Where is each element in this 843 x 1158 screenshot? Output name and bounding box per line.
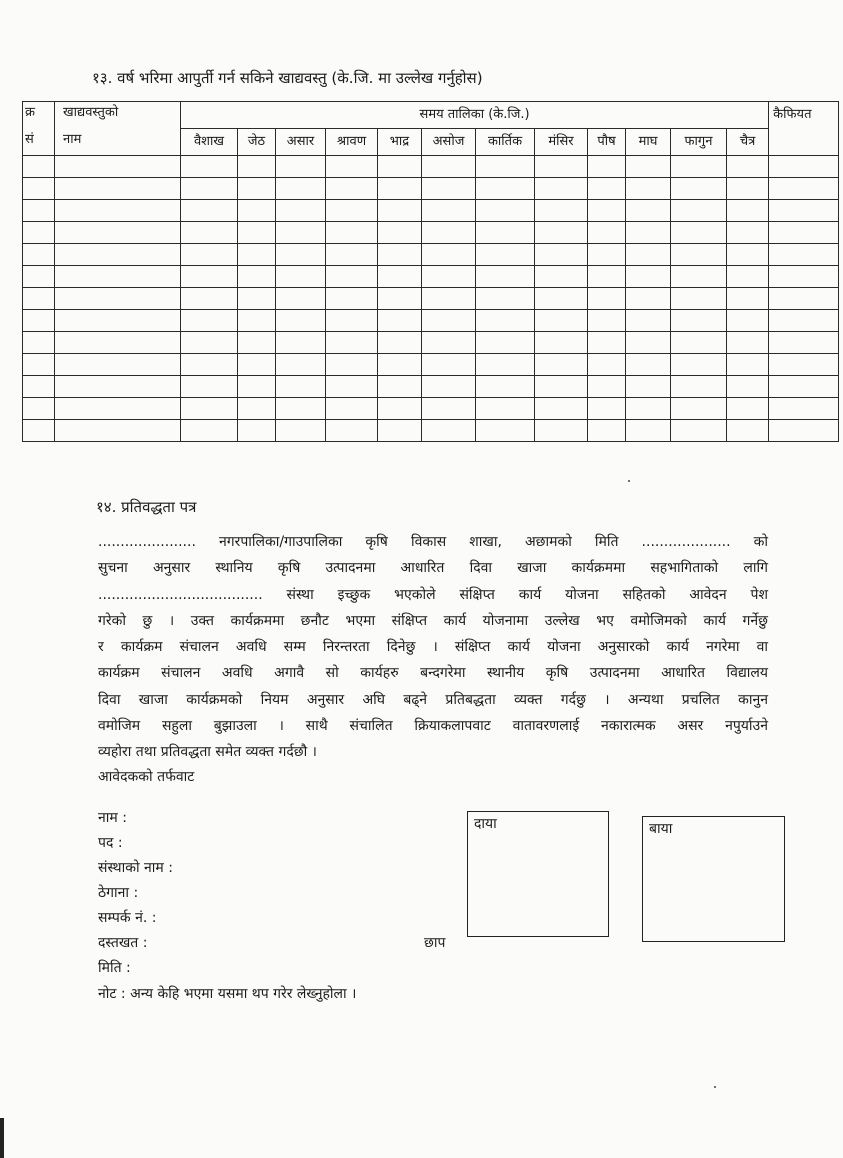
table-cell [671, 178, 727, 200]
table-cell [181, 244, 238, 266]
right-thumbprint-label: दाया [474, 816, 497, 832]
table-cell [181, 354, 238, 376]
table-cell [326, 354, 378, 376]
table-cell [769, 310, 839, 332]
table-cell [476, 178, 535, 200]
commitment-line: ...................... नगरपालिका/गाउपालिका कृषि विकास शाखा, अछामको मिति .................... को [98, 534, 768, 550]
table-cell [238, 332, 276, 354]
commitment-line: ..................................... संस्था इच्छुक भएकोले संक्षिप्त कार्य योजना सहितको आवेदन पेश [98, 586, 768, 603]
commitment-paragraph [98, 529, 768, 766]
signature-field: दस्तखत : [98, 935, 148, 951]
table-cell [727, 200, 769, 222]
table-cell [422, 420, 476, 442]
table-cell [626, 354, 671, 376]
table-cell [181, 178, 238, 200]
table-cell [727, 310, 769, 332]
commitment-line: वमोजिम सहुला बुझाउला । साथै संचालित क्रियाकलापवाट वातावरणलाई नकारात्मक असर नपुर्याउने [98, 718, 768, 735]
name-field: नाम : [98, 810, 127, 826]
table-cell [181, 222, 238, 244]
table-cell [769, 354, 839, 376]
table-cell [181, 420, 238, 442]
table-cell [23, 354, 55, 376]
table-row [23, 332, 839, 354]
table-cell [378, 222, 422, 244]
table-cell [727, 222, 769, 244]
table-cell [535, 200, 588, 222]
month-header: फागुन [671, 129, 727, 156]
month-header: चैत्र [727, 129, 769, 156]
table-cell [588, 288, 626, 310]
table-cell [276, 376, 326, 398]
table-cell [23, 178, 55, 200]
table-cell [626, 178, 671, 200]
table-cell [326, 244, 378, 266]
table-cell [326, 178, 378, 200]
table-cell [476, 398, 535, 420]
table-cell [181, 288, 238, 310]
table-cell [476, 266, 535, 288]
table-cell [727, 332, 769, 354]
col-sn-header-bottom: सं [23, 129, 55, 156]
table-row [23, 222, 839, 244]
table-cell [588, 354, 626, 376]
table-cell [671, 376, 727, 398]
table-cell [422, 398, 476, 420]
table-cell [476, 420, 535, 442]
table-cell [476, 354, 535, 376]
table-cell [276, 398, 326, 420]
commitment-line: गरेको छु । उक्त कार्यक्रममा छनौट भएमा संक्षिप्त कार्य योजनामा उल्लेख भए वमोजिमको कार्य गर्नेछु [98, 612, 768, 629]
table-cell [535, 222, 588, 244]
stamp-label: छाप [424, 935, 446, 951]
table-cell [378, 156, 422, 178]
table-cell [181, 156, 238, 178]
table-cell [422, 244, 476, 266]
month-header: वैशाख [181, 129, 238, 156]
table-cell [588, 200, 626, 222]
table-cell [55, 398, 181, 420]
table-cell [535, 244, 588, 266]
remarks-header: कैफियत [769, 102, 839, 129]
table-cell [238, 266, 276, 288]
table-cell [422, 332, 476, 354]
table-cell [769, 288, 839, 310]
table-cell [378, 244, 422, 266]
table-cell [326, 222, 378, 244]
table-cell [55, 376, 181, 398]
table-cell [588, 376, 626, 398]
table-cell [588, 156, 626, 178]
table-cell [671, 398, 727, 420]
table-cell [326, 398, 378, 420]
table-cell [727, 420, 769, 442]
post-field: पद : [98, 835, 123, 851]
table-cell [55, 244, 181, 266]
section-14-title: १४. प्रतिवद्धता पत्र [96, 498, 197, 516]
table-cell [238, 244, 276, 266]
table-cell [23, 420, 55, 442]
table-cell [727, 398, 769, 420]
month-header: पौष [588, 129, 626, 156]
table-cell [378, 200, 422, 222]
table-cell [55, 332, 181, 354]
month-header: असोज [422, 129, 476, 156]
table-cell [55, 156, 181, 178]
table-cell [23, 156, 55, 178]
table-cell [23, 310, 55, 332]
table-cell [769, 156, 839, 178]
table-cell [23, 332, 55, 354]
table-cell [378, 178, 422, 200]
table-cell [535, 354, 588, 376]
table-cell [671, 288, 727, 310]
table-cell [422, 200, 476, 222]
table-cell [727, 244, 769, 266]
table-cell [626, 222, 671, 244]
table-cell [535, 178, 588, 200]
table-cell [276, 288, 326, 310]
table-cell [276, 332, 326, 354]
table-cell [626, 266, 671, 288]
table-cell [55, 178, 181, 200]
table-cell [276, 420, 326, 442]
table-cell [769, 332, 839, 354]
month-header: माघ [626, 129, 671, 156]
table-cell [671, 354, 727, 376]
table-cell [476, 156, 535, 178]
table-cell [238, 354, 276, 376]
table-cell [422, 222, 476, 244]
table-cell [238, 156, 276, 178]
table-cell [378, 354, 422, 376]
table-cell [326, 266, 378, 288]
table-cell [422, 178, 476, 200]
table-row [23, 354, 839, 376]
table-row [23, 376, 839, 398]
table-cell [422, 354, 476, 376]
scan-speck [628, 480, 630, 482]
table-cell [181, 200, 238, 222]
commitment-line: दिवा खाजा कार्यक्रमको नियम अनुसार अघि बढ्ने प्रतिबद्धता व्यक्त गर्दछु । अन्यथा प्रचलित कानुन [98, 691, 768, 708]
address-field: ठेगाना : [98, 885, 139, 901]
table-cell [23, 288, 55, 310]
table-cell [626, 420, 671, 442]
table-cell [671, 200, 727, 222]
left-thumbprint-box [642, 816, 785, 942]
table-cell [476, 376, 535, 398]
table-cell [535, 288, 588, 310]
table-cell [535, 398, 588, 420]
table-cell [326, 200, 378, 222]
table-cell [727, 266, 769, 288]
table-cell [326, 376, 378, 398]
food-supply-table [22, 101, 839, 442]
table-cell [476, 310, 535, 332]
table-cell [238, 310, 276, 332]
month-header: कार्तिक [476, 129, 535, 156]
table-cell [276, 354, 326, 376]
remarks-cell-header [769, 129, 839, 156]
table-cell [476, 200, 535, 222]
table-cell [55, 266, 181, 288]
table-cell [181, 398, 238, 420]
table-cell [238, 178, 276, 200]
table-cell [769, 376, 839, 398]
commitment-line: कार्यक्रम संचालन अवधि अगावै सो कार्यहरु बन्दगरेमा स्थानीय कृषि उत्पादनमा आधारित विद्यालय [98, 665, 768, 682]
left-thumbprint-label: बाया [649, 821, 673, 837]
section-13-title: १३. वर्ष भरिमा आपुर्ती गर्न सकिने खाद्यवस्तु (के.जि. मा उल्लेख गर्नुहोस) [92, 69, 483, 87]
contact-field: सम्पर्क नं. : [98, 910, 157, 926]
applicant-heading: आवेदकको तर्फवाट [98, 769, 195, 785]
table-cell [727, 178, 769, 200]
table-body [23, 156, 839, 442]
table-cell [23, 244, 55, 266]
table-cell [378, 376, 422, 398]
note-text: नोट : अन्य केहि भएमा यसमा थप गरेर लेख्नुहोला । [98, 986, 357, 1002]
date-field: मिति : [98, 960, 131, 976]
table-cell [181, 376, 238, 398]
table-cell [378, 332, 422, 354]
table-cell [378, 420, 422, 442]
table-cell [727, 376, 769, 398]
table-cell [588, 332, 626, 354]
table-row [23, 288, 839, 310]
table-cell [671, 332, 727, 354]
col-sn-header-top: क्र [23, 102, 55, 129]
table-cell [588, 244, 626, 266]
table-cell [476, 244, 535, 266]
month-header: भाद्र [378, 129, 422, 156]
table-cell [626, 376, 671, 398]
table-header-row-2 [23, 129, 839, 156]
table-header-row-1 [23, 102, 839, 129]
table-cell [626, 244, 671, 266]
table-cell [769, 178, 839, 200]
table-cell [588, 310, 626, 332]
table-cell [23, 376, 55, 398]
table-cell [535, 332, 588, 354]
table-cell [476, 222, 535, 244]
table-row [23, 156, 839, 178]
table-cell [238, 398, 276, 420]
table-cell [181, 266, 238, 288]
table-cell [588, 266, 626, 288]
table-cell [535, 156, 588, 178]
table-cell [378, 288, 422, 310]
month-header: श्रावण [326, 129, 378, 156]
table-cell [422, 376, 476, 398]
table-row [23, 178, 839, 200]
scan-edge-mark [0, 1118, 4, 1158]
table-cell [238, 200, 276, 222]
table-row [23, 420, 839, 442]
table-row [23, 244, 839, 266]
table-cell [378, 310, 422, 332]
table-cell [626, 156, 671, 178]
table-cell [422, 156, 476, 178]
table-cell [238, 222, 276, 244]
table-cell [476, 332, 535, 354]
table-row [23, 266, 839, 288]
table-cell [476, 288, 535, 310]
table-cell [55, 420, 181, 442]
table-cell [181, 310, 238, 332]
table-cell [727, 156, 769, 178]
table-cell [23, 200, 55, 222]
month-header: मंसिर [535, 129, 588, 156]
table-cell [326, 310, 378, 332]
table-cell [626, 288, 671, 310]
table-cell [55, 222, 181, 244]
table-cell [276, 222, 326, 244]
table-row [23, 200, 839, 222]
table-cell [238, 376, 276, 398]
scan-speck [714, 1086, 716, 1088]
table-cell [238, 420, 276, 442]
table-cell [535, 376, 588, 398]
table-cell [626, 310, 671, 332]
table-cell [588, 398, 626, 420]
table-cell [588, 420, 626, 442]
table-cell [276, 200, 326, 222]
month-header: जेठ [238, 129, 276, 156]
table-cell [326, 156, 378, 178]
table-cell [671, 244, 727, 266]
table-cell [535, 310, 588, 332]
table-cell [535, 420, 588, 442]
col-item-header-top: खाद्यवस्तुको [55, 102, 181, 129]
table-cell [276, 310, 326, 332]
schedule-header: समय तालिका (के.जि.) [181, 102, 769, 129]
month-header: असार [276, 129, 326, 156]
table-cell [727, 354, 769, 376]
table-cell [326, 420, 378, 442]
table-cell [769, 244, 839, 266]
table-cell [588, 222, 626, 244]
table-cell [671, 222, 727, 244]
table-cell [769, 420, 839, 442]
table-cell [276, 156, 326, 178]
table-cell [769, 398, 839, 420]
table-cell [276, 178, 326, 200]
table-cell [55, 200, 181, 222]
commitment-line: सुचना अनुसार स्थानिय कृषि उत्पादनमा आधारित दिवा खाजा कार्यक्रममा सहभागिताको लागि [98, 560, 768, 577]
table-cell [55, 354, 181, 376]
table-cell [276, 266, 326, 288]
table-row [23, 310, 839, 332]
table-cell [238, 288, 276, 310]
table-cell [626, 200, 671, 222]
table-cell [422, 310, 476, 332]
table-cell [378, 398, 422, 420]
table-cell [23, 398, 55, 420]
commitment-line: व्यहोरा तथा प्रतिवद्धता समेत व्यक्त गर्दछौ । [98, 744, 317, 761]
table-cell [55, 310, 181, 332]
table-row [23, 398, 839, 420]
table-cell [588, 178, 626, 200]
table-cell [769, 200, 839, 222]
org-name-field: संस्थाको नाम : [98, 860, 173, 876]
table-cell [671, 266, 727, 288]
table-cell [422, 288, 476, 310]
table-cell [626, 398, 671, 420]
table-cell [626, 332, 671, 354]
right-thumbprint-box [467, 811, 609, 937]
table-cell [671, 156, 727, 178]
table-cell [55, 288, 181, 310]
table-cell [769, 222, 839, 244]
table-cell [326, 288, 378, 310]
table-cell [181, 332, 238, 354]
table-cell [23, 222, 55, 244]
col-item-header-bottom: नाम [55, 129, 181, 156]
table-cell [671, 420, 727, 442]
table-cell [23, 266, 55, 288]
table-cell [422, 266, 476, 288]
table-cell [727, 288, 769, 310]
table-cell [535, 266, 588, 288]
table-cell [378, 266, 422, 288]
table-cell [769, 266, 839, 288]
table-cell [326, 332, 378, 354]
commitment-line: र कार्यक्रम संचालन अवधि सम्म निरन्तरता दिनेछु । संक्षिप्त कार्य योजना अनुसारको कार्य नगरेमा वा [98, 639, 768, 656]
table-cell [276, 244, 326, 266]
table-cell [671, 310, 727, 332]
